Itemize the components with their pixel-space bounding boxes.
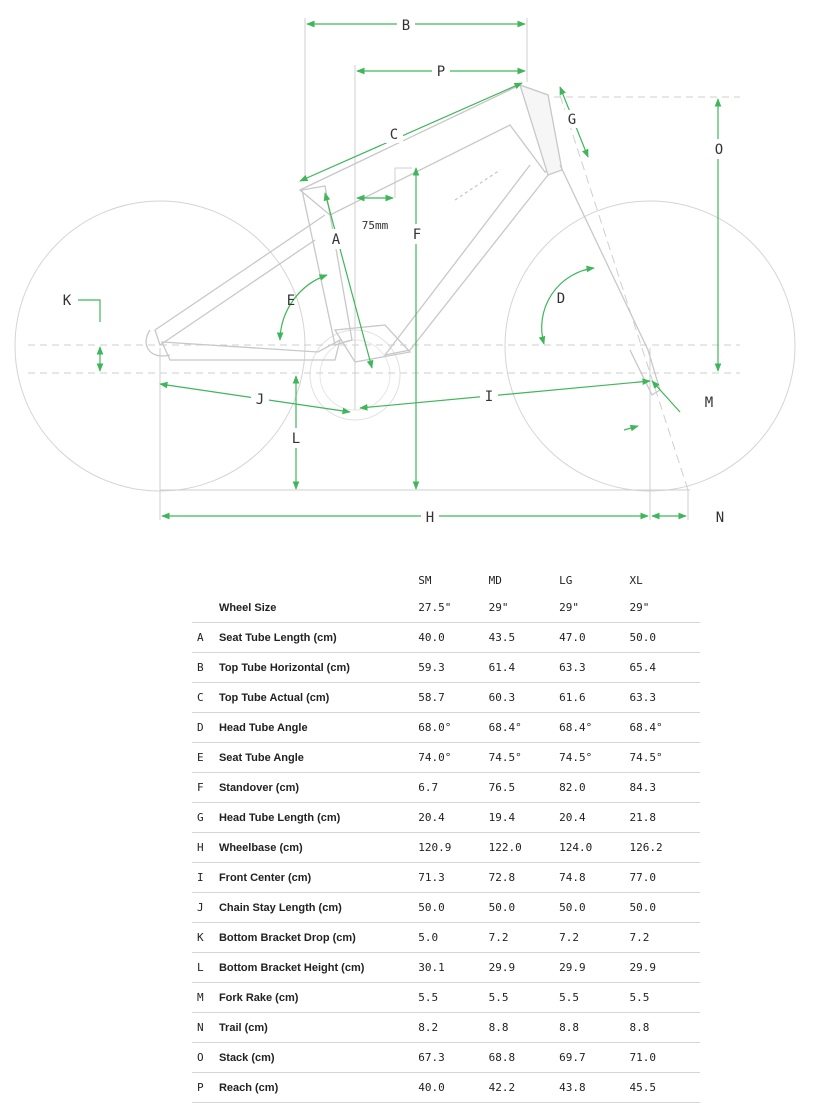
table-row [192,593,700,623]
row-name: Front Center (cm) [219,863,418,893]
label-C: C [389,127,399,143]
row-letter: G [192,803,219,833]
table-header-row [192,567,700,593]
row-value: 45.5 [630,1073,700,1103]
row-value: 42.2 [489,1073,559,1103]
row-value: 47.0 [559,623,629,653]
row-value: 7.2 [630,923,700,953]
table-row [192,743,700,773]
label-H: H [425,510,435,526]
row-value: 68.4° [489,713,559,743]
row-value: 5.5 [559,983,629,1013]
row-letter: L [192,953,219,983]
row-name: Bottom Bracket Height (cm) [219,953,418,983]
row-value: 84.3 [630,773,700,803]
row-value: 68.4° [559,713,629,743]
label-N: N [715,510,725,526]
row-value: 69.7 [559,1043,629,1073]
row-name: Reach (cm) [219,1073,418,1103]
row-letter: K [192,923,219,953]
row-name: Standover (cm) [219,773,418,803]
row-letter: M [192,983,219,1013]
row-value: 29" [489,593,559,623]
guide-lines [28,18,740,520]
table-row [192,1043,700,1073]
row-value: 20.4 [559,803,629,833]
row-value: 30.1 [418,953,488,983]
row-value: 61.6 [559,683,629,713]
row-value: 8.2 [418,1013,488,1043]
table-row [192,1013,700,1043]
row-value: 21.8 [630,803,700,833]
row-value: 74.8 [559,863,629,893]
row-value: 76.5 [489,773,559,803]
bike-geometry-diagram [0,0,827,545]
row-letter: O [192,1043,219,1073]
row-value: 5.5 [418,983,488,1013]
row-value: 7.2 [559,923,629,953]
row-letter: C [192,683,219,713]
table-row [192,683,700,713]
size-header-md: MD [488,573,502,587]
row-value: 20.4 [418,803,488,833]
row-value: 71.0 [630,1043,700,1073]
row-value: 7.2 [489,923,559,953]
row-value: 74.5° [489,743,559,773]
row-value: 68.8 [489,1043,559,1073]
label-F: F [412,227,422,243]
row-value: 5.5 [630,983,700,1013]
row-value: 71.3 [418,863,488,893]
row-name: Trail (cm) [219,1013,418,1043]
label-B: B [401,18,411,34]
row-name: Seat Tube Angle [219,743,418,773]
table-row [192,893,700,923]
row-value: 50.0 [418,893,488,923]
label-E: E [286,293,296,309]
table-row [192,623,700,653]
label-O: O [714,142,724,158]
label-K: K [62,293,72,309]
dim-I [360,381,650,408]
dim-C [300,83,522,181]
row-value: 19.4 [489,803,559,833]
dimension-lines [78,24,718,516]
row-name: Top Tube Horizontal (cm) [219,653,418,683]
row-value: 122.0 [489,833,559,863]
row-value: 8.8 [559,1013,629,1043]
row-value: 29.9 [559,953,629,983]
row-letter: E [192,743,219,773]
row-name: Fork Rake (cm) [219,983,418,1013]
size-header-sm: SM [418,573,432,587]
row-letter: I [192,863,219,893]
row-value: 59.3 [418,653,488,683]
row-value: 72.8 [489,863,559,893]
table-row [192,653,700,683]
row-value: 50.0 [559,893,629,923]
row-value: 8.8 [489,1013,559,1043]
row-value: 61.4 [489,653,559,683]
row-value: 74.0° [418,743,488,773]
row-value: 68.0° [418,713,488,743]
table-row [192,833,700,863]
row-letter: N [192,1013,219,1043]
geometry-table-body [192,593,700,1103]
row-value: 74.5° [559,743,629,773]
row-value: 126.2 [630,833,700,863]
row-value: 6.7 [418,773,488,803]
table-row [192,713,700,743]
row-value: 5.0 [418,923,488,953]
row-value: 50.0 [489,893,559,923]
dim-M-tail [624,426,638,430]
row-name: Chain Stay Length (cm) [219,893,418,923]
table-row [192,863,700,893]
row-value: 29" [630,593,700,623]
label-M: M [704,395,714,411]
dim-D-arc [542,268,594,344]
row-name: Bottom Bracket Drop (cm) [219,923,418,953]
row-value: 68.4° [630,713,700,743]
row-value: 124.0 [559,833,629,863]
row-value: 63.3 [559,653,629,683]
dim-M [652,381,680,412]
size-header-xl: XL [629,573,643,587]
row-value: 40.0 [418,1073,488,1103]
row-value: 29" [559,593,629,623]
row-letter: D [192,713,219,743]
row-value: 5.5 [489,983,559,1013]
row-letter: B [192,653,219,683]
row-value: 67.3 [418,1043,488,1073]
row-value: 43.8 [559,1073,629,1103]
row-letter: P [192,1073,219,1103]
row-value: 40.0 [418,623,488,653]
row-name: Head Tube Angle [219,713,418,743]
label-A: A [331,232,341,248]
label-G: G [567,112,577,128]
row-value: 29.9 [489,953,559,983]
bike-frame [146,85,660,395]
row-value: 43.5 [489,623,559,653]
row-name: Top Tube Actual (cm) [219,683,418,713]
row-letter: A [192,623,219,653]
table-row [192,953,700,983]
label-J: J [255,392,265,408]
table-row [192,1073,700,1103]
label-I: I [484,389,494,405]
table-row [192,923,700,953]
row-letter: J [192,893,219,923]
table-row [192,773,700,803]
label-P: P [436,64,446,80]
row-value: 29.9 [630,953,700,983]
row-value: 77.0 [630,863,700,893]
row-value: 27.5" [418,593,488,623]
row-letter [192,593,219,623]
row-name: Head Tube Length (cm) [219,803,418,833]
row-value: 50.0 [630,893,700,923]
label-D: D [556,291,566,307]
row-value: 82.0 [559,773,629,803]
table-row [192,803,700,833]
row-name: Seat Tube Length (cm) [219,623,418,653]
geometry-table [192,567,700,1103]
size-header-lg: LG [559,573,573,587]
label-offset: 75mm [361,219,389,232]
table-row [192,983,700,1013]
row-name: Wheel Size [219,593,418,623]
row-value: 120.9 [418,833,488,863]
row-letter: H [192,833,219,863]
row-value: 58.7 [418,683,488,713]
row-value: 60.3 [489,683,559,713]
row-value: 65.4 [630,653,700,683]
dim-K-leader [78,300,100,322]
row-letter: F [192,773,219,803]
row-value: 50.0 [630,623,700,653]
row-value: 8.8 [630,1013,700,1043]
row-name: Stack (cm) [219,1043,418,1073]
row-value: 63.3 [630,683,700,713]
label-L: L [291,431,301,447]
row-name: Wheelbase (cm) [219,833,418,863]
row-value: 74.5° [630,743,700,773]
